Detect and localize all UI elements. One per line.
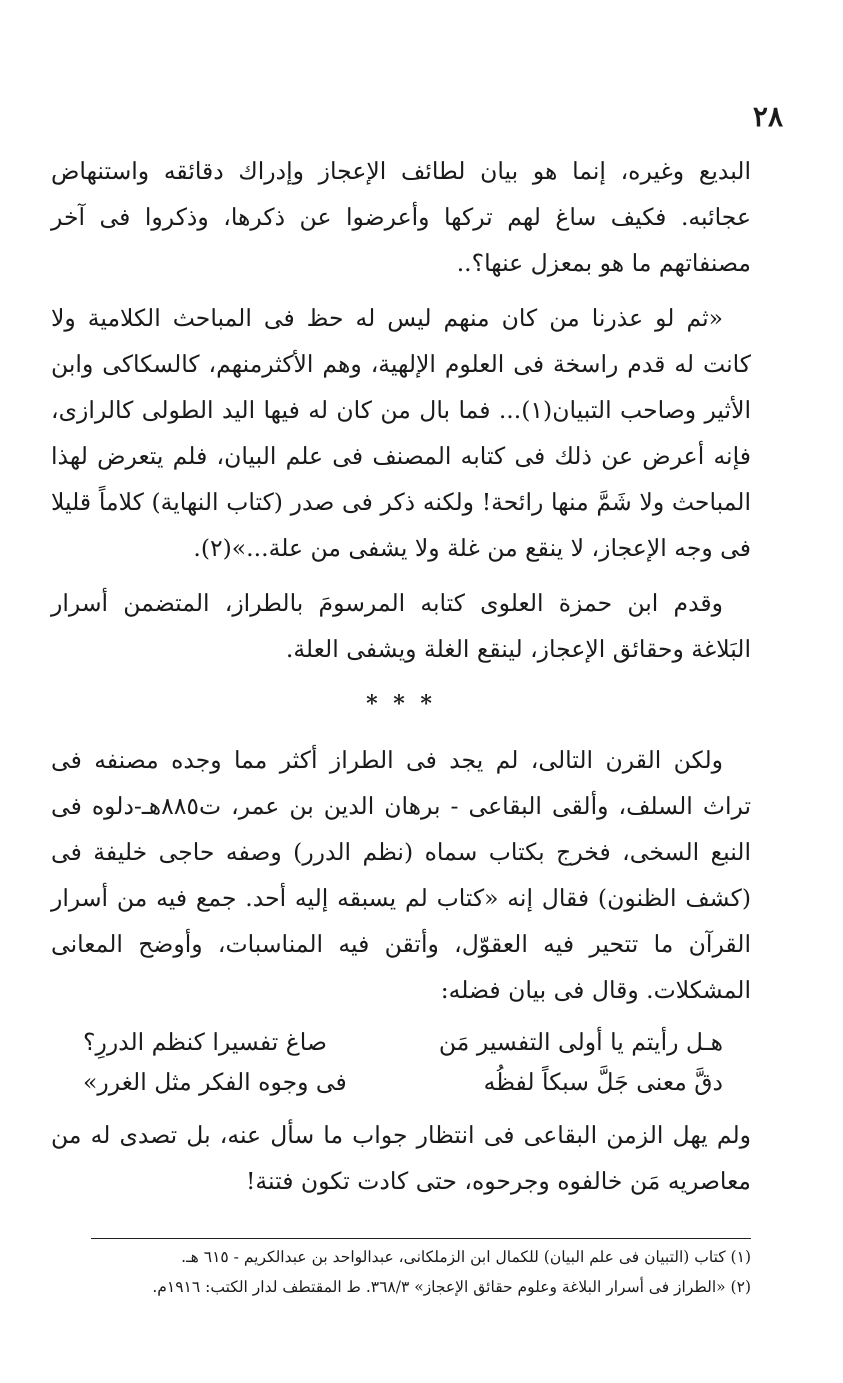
poem [51,1022,751,1102]
page-number: ٢٨ [752,100,783,133]
verse-first-hemistich: هـل رأيتم يا أولى التفسير مَن [438,1028,723,1056]
poem-verse [51,1022,751,1062]
section-separator: * * * [366,691,436,717]
verse-second-hemistich: فى وجوه الفكر مثل الغرر» [83,1068,347,1096]
paragraph-1: البديع وغيره، إنما هو بيان لطائف الإعجاز وإدراك دقائقه واستنهاض عجائبه. فكيف ساغ لهم تركها وأعرضوا عن ذكرها، وذكروا فى آخر مصنفاتهم ما هو بمعزل عنها؟.. [51,157,751,277]
footnote-divider [91,1238,751,1239]
main-text [51,148,751,1213]
poem-verse [51,1062,751,1102]
paragraph-4: ولكن القرن التالى، لم يجد فى الطراز أكثر مما وجده مصنفه فى تراث السلف، وألقى البقاعى - برهان الدين بن عمر، ت٨٨٥هـ-دلوه فى النبع السخى، فخرج بكتاب سماه (نظم الدرر) وصفه حاجى خليفة فى (كشف الظنون) فقال إنه «كتاب لم يسبقه إليه أحد. جمع فيه من أسرار القرآن ما تتحير فيه العقوّل، وأتقن فيه المناسبات، وأوضح المعانى المشكلات. وقال فى بيان فضله: [51,746,752,1004]
footnote-1: (١) كتاب (التبيان فى علم البيان) للكمال ابن الزملكانى، عبدالواحد بن عبدالكريم - ٦١٥ هـ. [181,1248,751,1266]
paragraph-3: وقدم ابن حمزة العلوى كتابه المرسومَ بالطراز، المتضمن أسرار البَلاغة وحقائق الإعجاز، لينقع الغلة ويشفى العلة. [51,589,751,663]
footnotes [51,1242,751,1302]
verse-first-hemistich: دقَّ معنى جَلَّ سبكاً لفظُه [483,1068,723,1096]
paragraph-2-quotation: «ثم لو عذرنا من كان منهم ليس له حظ فى المباحث الكلامية ولا كانت له قدم راسخة فى العلوم الإلهية، وهم الأكثرمنهم، كالسكاكى وابن الأثير وصاحب التبيان(١)... فما بال من كان له فيها اليد الطولى كالرازى، فإنه أعرض عن ذلك فى كتابه المصنف فى علم البيان، فلم يتعرض لهذا المباحث ولا شَمَّ منها رائحة! ولكنه ذكر فى صدر (كتاب النهاية) كلاماً قليلا فى وجه الإعجاز، لا ينقع من غلة ولا يشفى من علة...»(٢). [51,304,751,562]
paragraph-5: ولم يهل الزمن البقاعى فى انتظار جواب ما سأل عنه، بل تصدى له من معاصريه مَن خالفوه وجرحوه، حتى كادت تكون فتنة! [51,1121,751,1195]
footnote-2: (٢) «الطراز فى أسرار البلاغة وعلوم حقائق الإعجاز» ٣٦٨/٣. ط المقتطف لدار الكتب: ١٩١٦م. [152,1278,751,1296]
verse-second-hemistich: صاغ تفسيرا كنظم الدررِ؟ [83,1028,327,1056]
